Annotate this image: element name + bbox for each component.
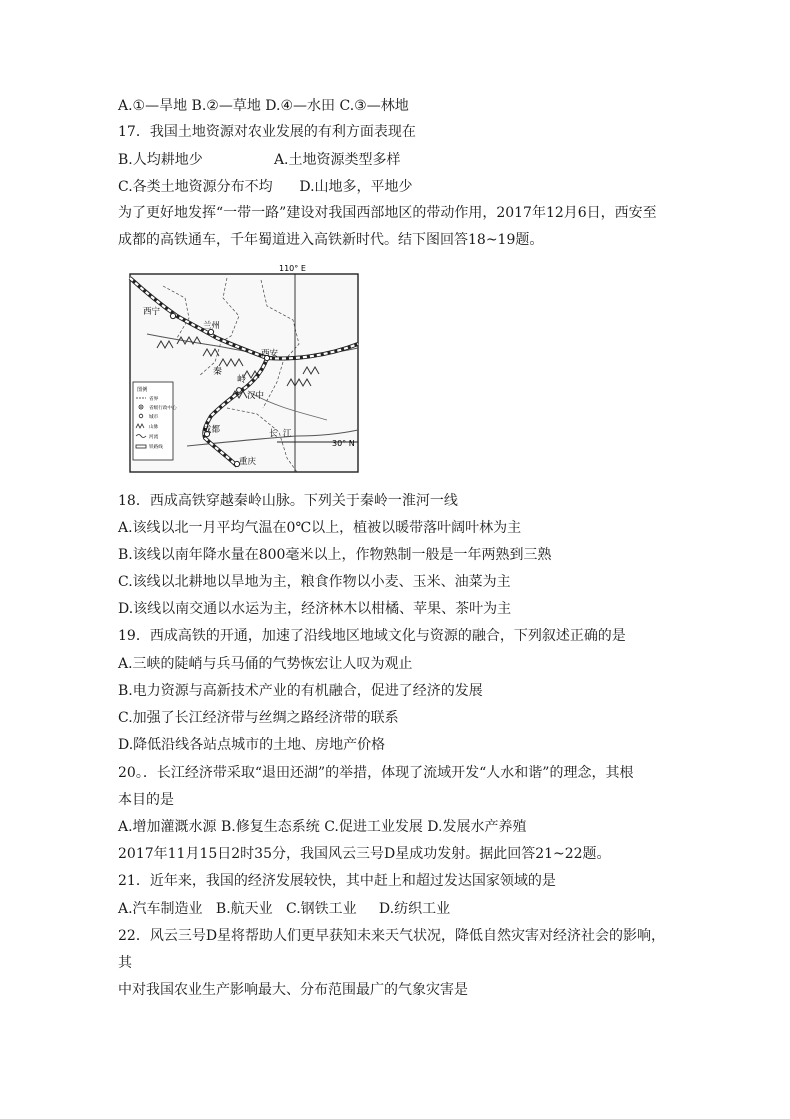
q18-option-c: C.该线以北耕地以旱地为主，粮食作物以小麦、玉米、油菜为主 bbox=[118, 574, 511, 590]
xian-chengdu-railway-map bbox=[127, 258, 363, 476]
map-legend-item: 河流 bbox=[149, 435, 159, 440]
intro-21-22: 2017年11月15日2时35分，我国风云三号D星成功发射。据此回答21~22题。 bbox=[118, 846, 611, 862]
map-longitude-label: 110° E bbox=[279, 264, 306, 273]
map-legend-item: 省级行政中心 bbox=[149, 406, 177, 411]
map-label-xian: 西安 bbox=[261, 349, 279, 359]
map-label-chongqing: 重庆 bbox=[239, 457, 257, 467]
q18-option-d: D.该线以南交通以水运为主，经济林木以柑橘、苹果、茶叶为主 bbox=[118, 601, 512, 617]
map-label-hanzhong: 汉中 bbox=[247, 391, 265, 401]
q19-option-c: C.加强了长江经济带与丝绸之路经济带的联系 bbox=[118, 710, 399, 726]
map-label-changjiang: 长 江 bbox=[269, 429, 292, 439]
q17-options-row1: B.人均耕地少 A.土地资源类型多样 bbox=[118, 152, 401, 168]
q21-options: A.汽车制造业 B.航天业 C.钢铁工业 D.纺织工业 bbox=[118, 901, 451, 917]
q16-options: A.①—旱地 B.②—草地 D.④—水田 C.③—林地 bbox=[118, 98, 409, 114]
map-label-xining: 西宁 bbox=[143, 307, 161, 317]
map-legend bbox=[133, 382, 177, 460]
map-legend-title: 图例 bbox=[137, 387, 148, 393]
q18-stem: 18．西成高铁穿越秦岭山脉。下列关于秦岭一淮河一线 bbox=[118, 493, 458, 509]
q20-stem-line2: 本目的是 bbox=[118, 792, 174, 808]
map-legend-item: 省界 bbox=[149, 397, 159, 402]
map-legend-item: 铁路线 bbox=[149, 445, 163, 450]
q20-options: A.增加灌溉水源 B.修复生态系统 C.促进工业发展 D.发展水产养殖 bbox=[118, 819, 527, 835]
q22-stem-line3: 中对我国农业生产影响最大、分布范围最广的气象灾害是 bbox=[118, 982, 468, 998]
q21-stem: 21．近年来，我国的经济发展较快，其中赶上和超过发达国家领域的是 bbox=[118, 873, 556, 889]
q19-option-b: B.电力资源与高新技术产业的有机融合，促进了经济的发展 bbox=[118, 683, 483, 699]
intro-18-19-line1: 为了更好地发挥“一带一路”建设对我国西部地区的带动作用，2017年12月6日，西安至 bbox=[118, 205, 657, 221]
intro-18-19-line2: 成都的高铁通车，千年蜀道进入高铁新时代。结下图回答18~19题。 bbox=[118, 232, 544, 248]
map-legend-item: 城市 bbox=[149, 415, 159, 420]
map-legend-item: 山脉 bbox=[149, 425, 159, 430]
q17-stem: 17．我国土地资源对农业发展的有利方面表现在 bbox=[118, 124, 416, 140]
q20-stem-line1: 20。．长江经济带采取“退田还湖”的举措，体现了流域开发“人水和谐”的理念，其根 bbox=[118, 765, 634, 781]
q22-stem-line1: 22．风云三号D星将帮助人们更早获知未来天气状况，降低自然灾害对经济社会的影响， bbox=[118, 928, 666, 944]
q18-option-a: A.该线以北一月平均气温在0℃以上，植被以暖带落叶阔叶林为主 bbox=[118, 520, 522, 536]
map-latitude-label: 30° N bbox=[332, 439, 355, 448]
q19-option-a: A.三峡的陡峭与兵马俑的气势恢宏让人叹为观止 bbox=[118, 656, 413, 672]
q18-option-b: B.该线以南年降水量在800毫米以上，作物熟制一般是一年两熟到三熟 bbox=[118, 547, 552, 563]
q22-stem-line2: 其 bbox=[118, 955, 132, 971]
q19-stem: 19．西成高铁的开通，加速了沿线地区地域文化与资源的融合，下列叙述正确的是 bbox=[118, 628, 626, 644]
map-label-ling: 岭 bbox=[237, 375, 247, 385]
map-label-qin: 秦 bbox=[213, 367, 223, 377]
q17-options-row2: C.各类土地资源分布不均 D.山地多，平地少 bbox=[118, 179, 413, 195]
q19-option-d: D.降低沿线各站点城市的土地、房地产价格 bbox=[118, 737, 386, 753]
map-label-lanzhou: 兰州 bbox=[203, 321, 221, 331]
map-label-chengdu: 成都 bbox=[203, 425, 221, 435]
